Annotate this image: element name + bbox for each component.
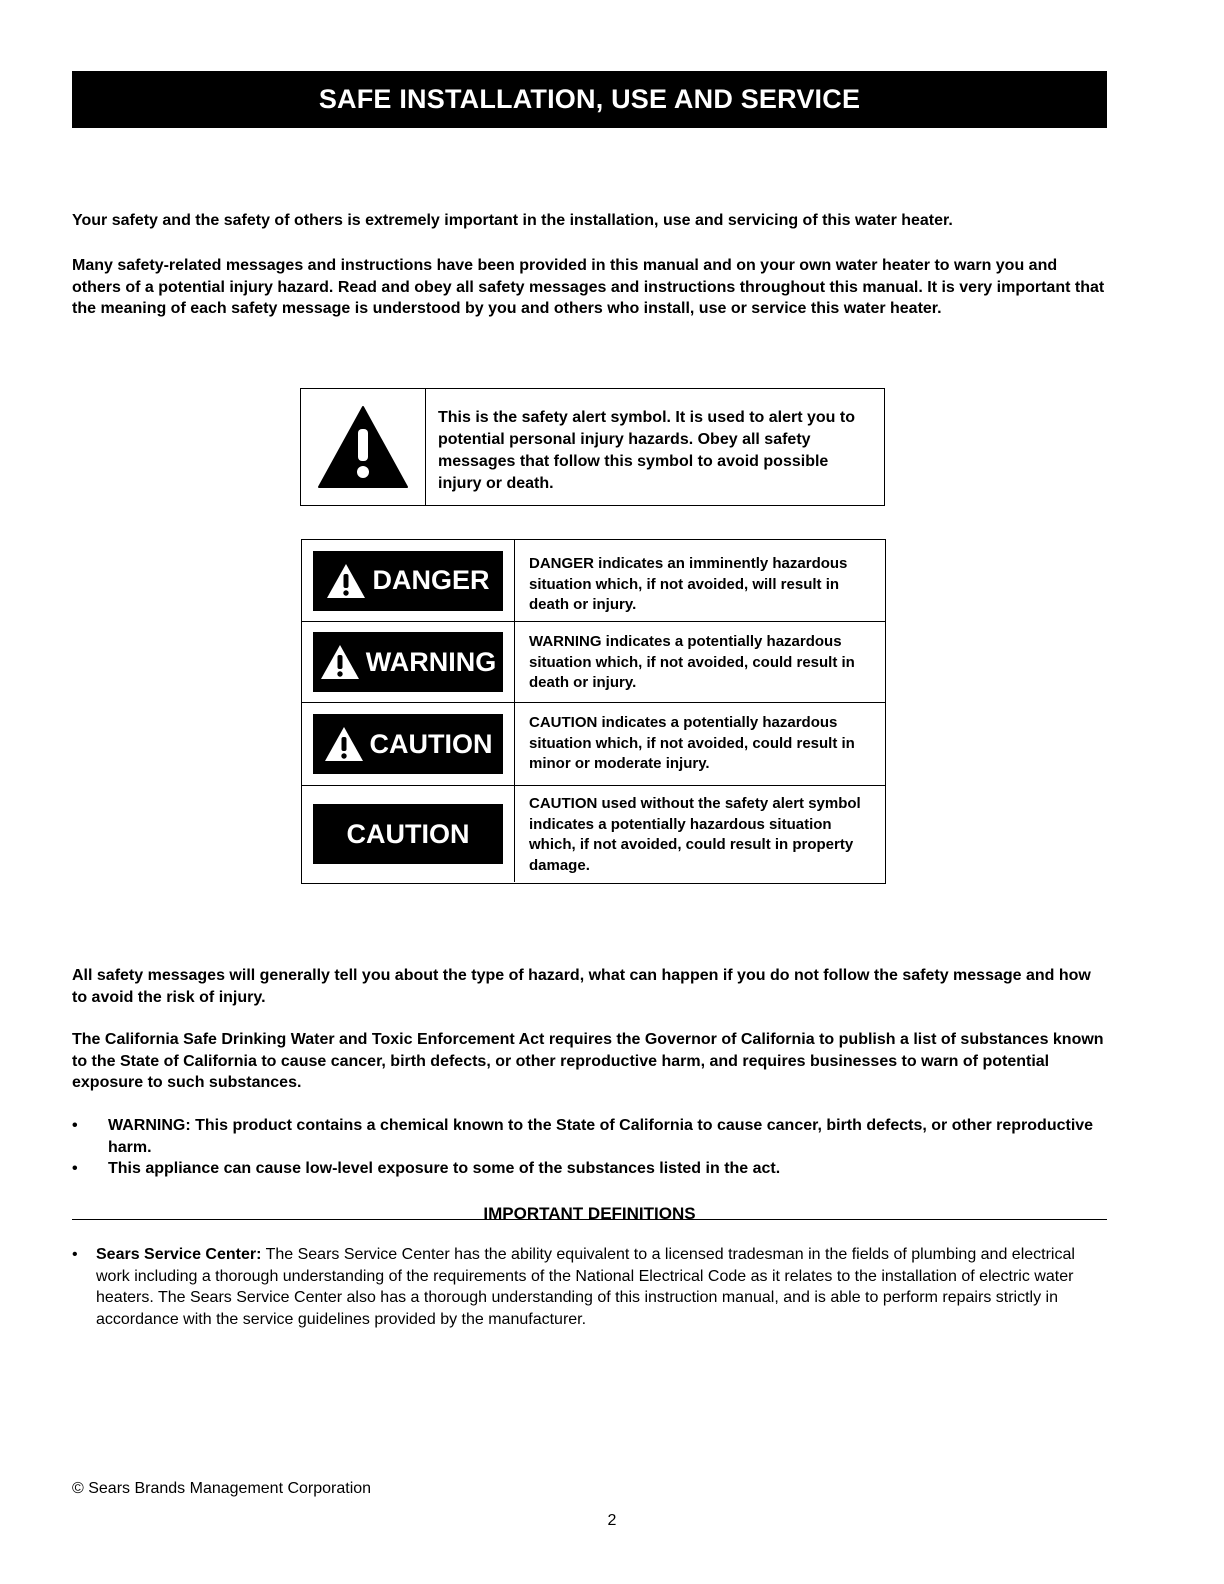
- safety-alert-triangle-icon: [324, 726, 364, 762]
- caution-description: CAUTION indicates a potentially hazardous situation which, if not avoided, could result in minor or moderate injury.: [529, 714, 855, 772]
- section-title: SAFE INSTALLATION, USE AND SERVICE: [72, 71, 1107, 128]
- definition-item: [72, 1244, 1107, 1330]
- danger-signal-label: [313, 551, 503, 611]
- definition-term: Sears Service Center:: [96, 1246, 262, 1263]
- caution-no-symbol-description: CAUTION used without the safety alert symbol indicates a potentially hazardous situation which, if not avoided, could result in property damage.: [529, 795, 861, 874]
- safety-alert-icon-cell: [301, 389, 426, 505]
- danger-signal-text: DANGER: [372, 565, 490, 595]
- warning-description: WARNING indicates a potentially hazardous situation which, if not avoided, could result in death or injury.: [529, 633, 855, 691]
- important-definitions-heading: IMPORTANT DEFINITIONS: [72, 1201, 1107, 1220]
- intro-paragraph-2: Many safety-related messages and instructions have been provided in this manual and on your own water heater to warn you and others of a potential injury hazard. Read and obey all safety messages and instructions throughout this manual. It is very important that the meaning of each safety message is understood by you and others who install, use or service this water heater.: [72, 257, 1105, 317]
- warning-bullet-list: [72, 1115, 1107, 1180]
- caution-no-symbol-signal-text: CAUTION: [346, 818, 470, 849]
- definition-text: The Sears Service Center has the ability equivalent to a licensed tradesman in the fields of plumbing and electrical work including a thorough understanding of the requirements of the National Electrical Code as it relates to the installation of electric water heaters. The Sears Service Center also has a thorough understanding of this instruction manual, and is able to perform repairs strictly in accordance with the service guidelines provided by the manufacturer.: [96, 1246, 1075, 1328]
- caution-no-symbol-signal-label: [313, 804, 503, 864]
- signal-row-caution-no-symbol: [302, 786, 885, 882]
- signal-row-danger: [302, 540, 885, 622]
- bullet-icon: •: [72, 1160, 78, 1177]
- caution-signal-text: CAUTION: [369, 728, 493, 759]
- california-act-paragraph: The California Safe Drinking Water and Toxic Enforcement Act requires the Governor of California to publish a list of substances known to the State of California to cause cancer, birth defects, or other reproductive harm, and requires businesses to warn of potential exposure to such substances.: [72, 1031, 1104, 1091]
- bullet-icon: •: [72, 1246, 78, 1263]
- page-number: 2: [607, 1512, 617, 1529]
- safety-alert-triangle-icon: [326, 563, 366, 599]
- bullet-icon: •: [72, 1117, 78, 1134]
- safety-alert-triangle-icon: [317, 405, 409, 489]
- intro-paragraph-1: Your safety and the safety of others is extremely important in the installation, use and servicing of this water heater.: [72, 212, 953, 229]
- safety-alert-description: This is the safety alert symbol. It is used to alert you to potential personal injury hazards. Obey all safety messages that follow this symbol to avoid possible injury or death.: [438, 409, 855, 492]
- safety-alert-triangle-icon: [320, 644, 360, 680]
- danger-description: DANGER indicates an imminently hazardous situation which, if not avoided, will result in death or injury.: [529, 555, 848, 613]
- warning-signal-label: [313, 632, 503, 692]
- signal-words-table: [301, 539, 886, 884]
- safety-alert-box: [300, 388, 885, 506]
- safety-messages-paragraph: All safety messages will generally tell you about the type of hazard, what can happen if you do not follow the safety message and how to avoid the risk of injury.: [72, 967, 1091, 1006]
- list-item: • WARNING: This product contains a chemical known to the State of California to cause cancer, birth defects, or other reproductive harm.: [72, 1117, 1094, 1156]
- copyright-notice: © Sears Brands Management Corporation: [72, 1480, 372, 1497]
- signal-row-warning: [302, 622, 885, 703]
- warning-signal-text: WARNING: [365, 646, 497, 677]
- caution-signal-label: [313, 714, 503, 774]
- list-item: • This appliance can cause low-level exposure to some of the substances listed in the act.: [72, 1158, 1107, 1180]
- signal-row-caution: [302, 703, 885, 786]
